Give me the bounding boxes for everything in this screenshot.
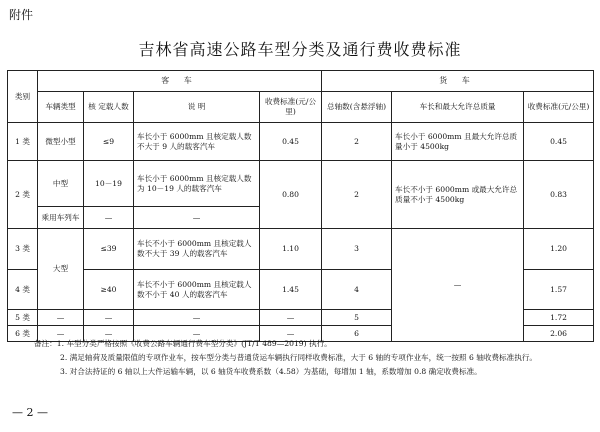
seats-cell: — — [84, 326, 134, 342]
category-cell: 1 类 — [8, 123, 38, 161]
category-cell: 4 类 — [8, 270, 38, 310]
category-cell: 5 类 — [8, 310, 38, 326]
description-cell: 车长不小于 6000mm 且核定载人数不小于 40 人的载客汽车 — [134, 270, 260, 310]
header-truck: 货 车 — [322, 71, 594, 92]
truck-desc-cell: 车长不小于 6000mm 或最大允许总质量不小于 4500kg — [392, 161, 524, 229]
truck-fee-cell: 1.20 — [524, 229, 594, 270]
category-cell: 2 类 — [8, 161, 38, 229]
header-category: 类别 — [8, 71, 38, 123]
note-2: 2. 满足轴荷及质量限值的专项作业车，按车型分类与普通货运车辆执行同样收费标准，大于 6 轴的专项作业车，统一按照 6 轴收费标准执行。 — [60, 353, 538, 362]
vehicle-type-cell: 中型 — [38, 161, 84, 207]
fee-table — [7, 70, 594, 342]
truck-fee-cell: 1.72 — [524, 310, 594, 326]
description-cell: — — [134, 326, 260, 342]
seats-cell: ≥40 — [84, 270, 134, 310]
seats-cell: ≤39 — [84, 229, 134, 270]
table-row — [8, 123, 594, 161]
axles-cell: 6 — [322, 326, 392, 342]
seats-cell: — — [84, 310, 134, 326]
note-3: 3. 对合法持证的 6 轴以上大件运输车辆，以 6 轴货车收费系数（4.58）为基础，每增加 1 轴，系数增加 0.8 确定收费标准。 — [60, 367, 482, 376]
header-passenger: 客 车 — [38, 71, 322, 92]
description-cell: — — [134, 310, 260, 326]
vehicle-type-cell: 乘用车列车 — [38, 207, 84, 229]
passenger-fee-cell: 1.45 — [260, 270, 322, 310]
notes-section — [34, 337, 594, 379]
truck-fee-cell: 0.45 — [524, 123, 594, 161]
header-passenger-fee: 收费标准(元/公里) — [260, 92, 322, 123]
table-row — [8, 229, 594, 270]
truck-fee-cell: 1.57 — [524, 270, 594, 310]
description-cell: 车长小于 6000mm 且核定载人数不大于 9 人的载客汽车 — [134, 123, 260, 161]
table-row — [8, 161, 594, 207]
vehicle-type-cell: — — [38, 326, 84, 342]
passenger-fee-cell: — — [260, 310, 322, 326]
page-number: — 2 — — [12, 406, 48, 419]
seats-cell: 10－19 — [84, 161, 134, 207]
axles-cell: 2 — [322, 123, 392, 161]
header-seats: 核 定载人数 — [84, 92, 134, 123]
passenger-fee-cell: 0.80 — [260, 161, 322, 229]
truck-fee-cell: 0.83 — [524, 161, 594, 229]
axles-cell: 5 — [322, 310, 392, 326]
seats-cell: — — [84, 207, 134, 229]
document-title: 吉林省高速公路车型分类及通行费收费标准 — [138, 40, 462, 59]
attachment-label: 附件 — [9, 8, 34, 22]
description-cell: 车长不小于 6000mm 且核定载人数不大于 39 人的载客汽车 — [134, 229, 260, 270]
header-truck-fee: 收费标准(元/公里) — [524, 92, 594, 123]
header-truck-desc: 车长和最大允许总质量 — [392, 92, 524, 123]
axles-cell: 4 — [322, 270, 392, 310]
truck-fee-cell: 2.06 — [524, 326, 594, 342]
header-vehicle-type: 车辆类型 — [38, 92, 84, 123]
passenger-fee-cell: — — [260, 326, 322, 342]
vehicle-type-cell: 大型 — [38, 229, 84, 310]
vehicle-type-cell: 微型小型 — [38, 123, 84, 161]
category-cell: 3 类 — [8, 229, 38, 270]
truck-desc-cell: — — [392, 229, 524, 342]
vehicle-type-cell: — — [38, 310, 84, 326]
passenger-fee-cell: 0.45 — [260, 123, 322, 161]
category-cell: 6 类 — [8, 326, 38, 342]
description-cell: — — [134, 207, 260, 229]
seats-cell: ≤9 — [84, 123, 134, 161]
truck-desc-cell: 车长小于 6000mm 且最大允许总质量小于 4500kg — [392, 123, 524, 161]
note-1: 备注：1. 车型分类严格按照《收费公路车辆通行费车型分类》(JT/T 489—2019) 执行。 — [34, 339, 332, 348]
passenger-fee-cell: 1.10 — [260, 229, 322, 270]
header-description: 说 明 — [134, 92, 260, 123]
header-axles: 总轴数(含悬浮轴) — [322, 92, 392, 123]
axles-cell: 2 — [322, 161, 392, 229]
axles-cell: 3 — [322, 229, 392, 270]
description-cell: 车长小于 6000mm 且核定载人数为 10－19 人的载客汽车 — [134, 161, 260, 207]
